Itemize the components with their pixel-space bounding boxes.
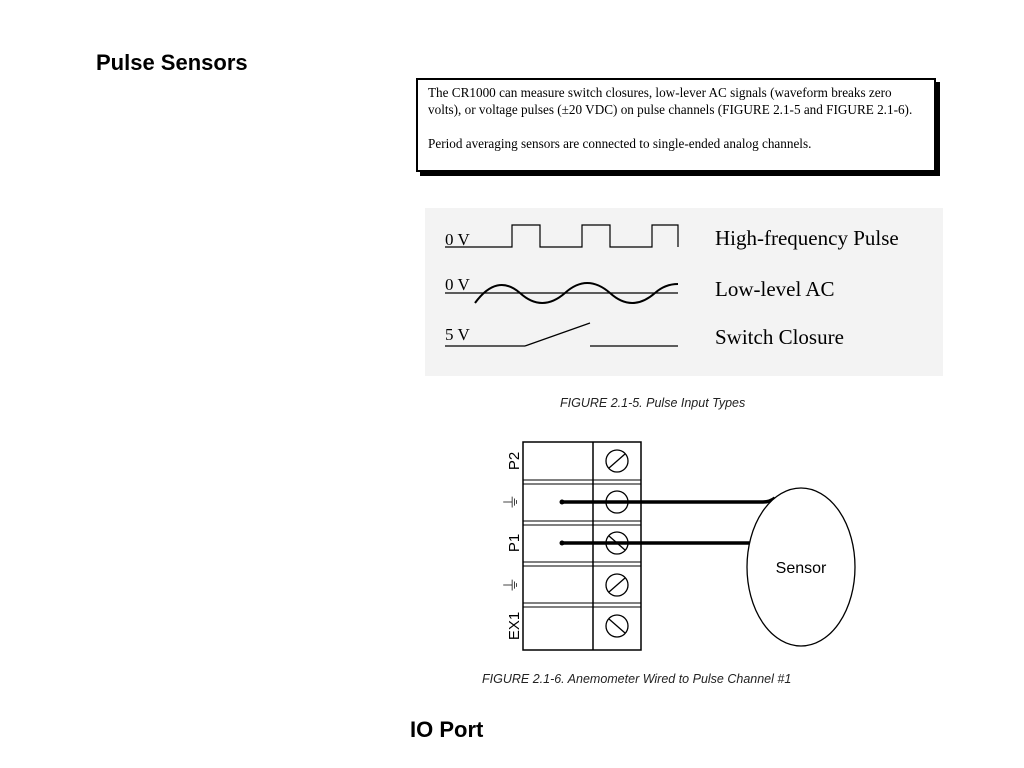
description-paragraph-2: Period averaging sensors are connected to single-ended analog channels. bbox=[428, 136, 812, 151]
next-section-heading bbox=[410, 712, 510, 742]
anemometer-wiring-diagram bbox=[495, 440, 855, 655]
pulse-level-label: 0 V bbox=[445, 230, 470, 249]
pulse-input-types-figure bbox=[425, 208, 943, 376]
switch-type-label: Switch Closure bbox=[715, 325, 844, 349]
terminal-label-p1: P1 bbox=[506, 533, 523, 553]
switch-contact bbox=[525, 323, 590, 346]
description-box bbox=[416, 78, 936, 172]
description-paragraph-1: The CR1000 can measure switch closures, low-lever AC signals (waveform breaks zero volts), or voltage pulses (±20 VDC) on pulse channels (FIGURE 2.1-5 and FIGURE 2.1-6). bbox=[428, 85, 913, 117]
ground-symbol-1: ⏚ bbox=[502, 493, 521, 511]
ac-level-label: 0 V bbox=[445, 275, 470, 294]
square-wave bbox=[445, 225, 678, 247]
switch-level-label: 5 V bbox=[445, 325, 470, 344]
pulse-type-label: High-frequency Pulse bbox=[715, 226, 899, 250]
figure-2-1-5-caption: FIGURE 2.1-5. Pulse Input Types bbox=[560, 396, 746, 410]
next-section-heading-text: IO Port bbox=[410, 717, 484, 742]
ac-type-label: Low-level AC bbox=[715, 277, 835, 301]
ground-symbol-2: ⏚ bbox=[502, 576, 521, 594]
sensor-label: Sensor bbox=[775, 560, 827, 577]
figure-2-1-6-caption: FIGURE 2.1-6. Anemometer Wired to Pulse Channel #1 bbox=[482, 672, 792, 686]
terminal-label-p2: P2 bbox=[506, 451, 523, 471]
slide-title: Pulse Sensors bbox=[96, 50, 248, 75]
terminal-label-ex1: EX1 bbox=[506, 611, 523, 641]
